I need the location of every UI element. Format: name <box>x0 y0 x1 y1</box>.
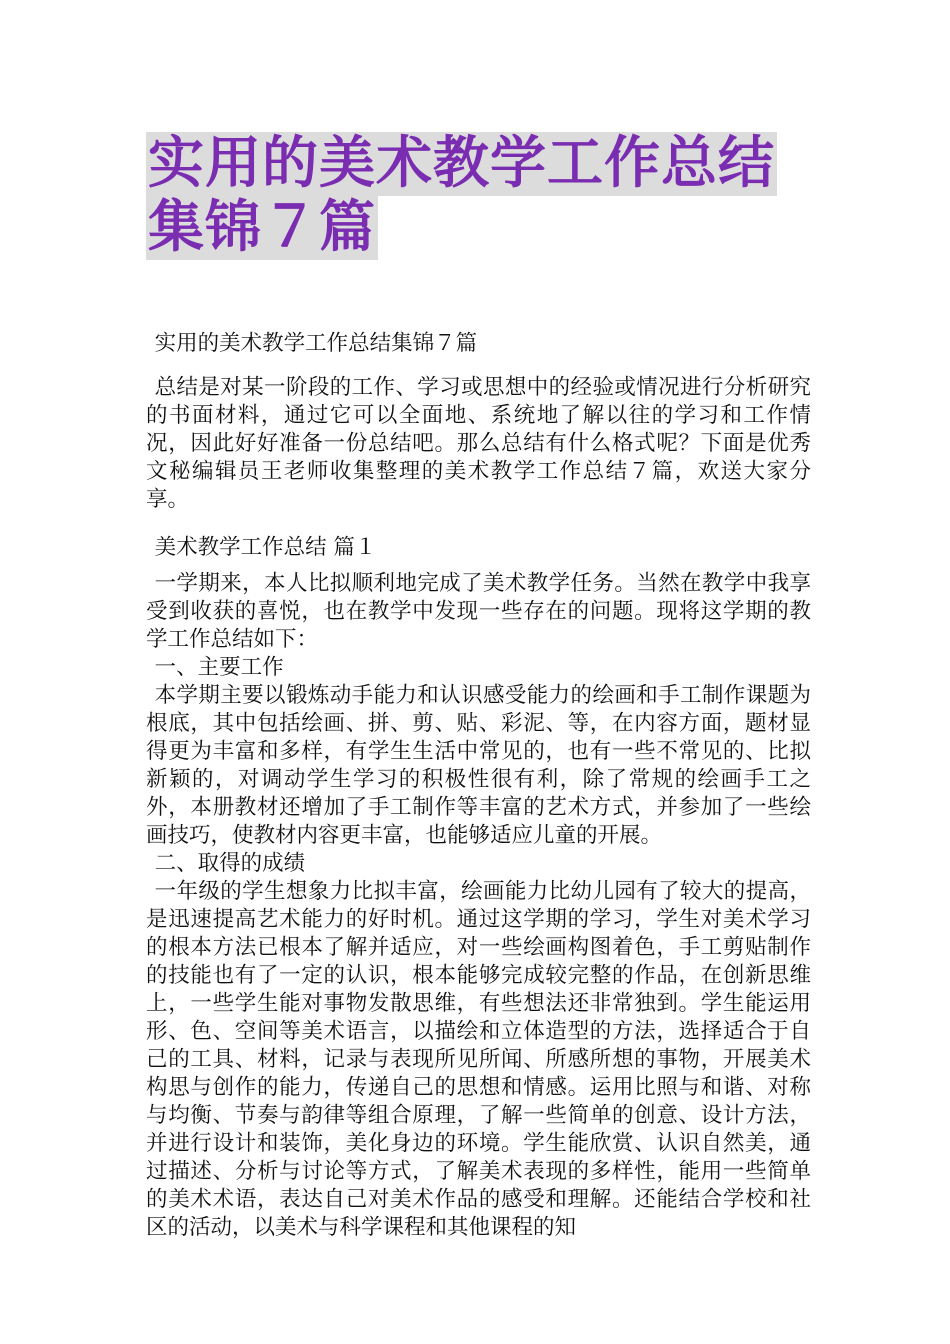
subtitle: 实用的美术教学工作总结集锦７篇 <box>154 331 478 356</box>
paragraph: 本学期主要以锻炼动手能力和认识感受能力的绘画和手工制作课题为根底，其中包括绘画、拼、剪、贴、彩泥、等，在内容方面，题材显得更为丰富和多样，有学生生活中常见的，也有一些不常见的、比拟新颖的，对调动学生学习的积极性很有利，除了常规的绘画手工之外，本册教材还增加了手工制作等丰富的艺术方式，并参加了一些绘画技巧，使教材内容更丰富，也能够适应儿童的开展。 <box>146 683 811 848</box>
intro-paragraph: 总结是对某一阶段的工作、学习或思想中的经验或情况进行分析研究的书面材料，通过它可以全面地、系统地了解以往的学习和工作情况，因此好好准备一份总结吧。那么总结有什么格式呢？下面是优秀文秘编辑员王老师收集整理的美术教学工作总结７篇，欢送大家分享。 <box>146 375 811 512</box>
subheading-main-work: 一、主要工作 <box>154 655 284 680</box>
paragraph: 一年级的学生想象力比拟丰富，绘画能力比幼儿园有了较大的提高，是迅速提高艺术能力的好时机。通过这学期的学习，学生对美术学习的根本方法已根本了解并适应，对一些绘画构图着色，手工剪贴制作的技能也有了一定的认识，根本能够完成较完整的作品，在创新思维上，一些学生能对事物发散思维，有些想法还非常独到。学生能运用形、色、空间等美术语言，以描绘和立体造型的方法，选择适合于自己的工具、材料，记录与表现所见所闻、所感所想的事物，开展美术构思与创作的能力，传递自己的思想和情感。运用比照与和谐、对称与均衡、节奏与韵律等组合原理，了解一些简单的创意、设计方法，并进行设计和装饰，美化身边的环境。学生能欣赏、认识自然美，通过描述、分析与讨论等方式，了解美术表现的多样性，能用一些简单的美术术语，表达自己对美术作品的感受和理解。还能结合学校和社区的活动，以美术与科学课程和其他课程的知 <box>146 879 811 1240</box>
section-heading: 美术教学工作总结 篇１ <box>154 535 377 560</box>
title-line-1: 实用的美术教学工作总结 <box>148 131 775 196</box>
document-title <box>146 132 826 260</box>
subheading-achievements: 二、取得的成绩 <box>154 851 306 876</box>
title-line-2: 集锦７篇 <box>148 195 376 260</box>
document-body <box>146 330 811 1242</box>
paragraph: 一学期来，本人比拟顺利地完成了美术教学任务。当然在教学中我享受到收获的喜悦，也在教学中发现一些存在的问题。现将这学期的教学工作总结如下： <box>146 571 811 652</box>
